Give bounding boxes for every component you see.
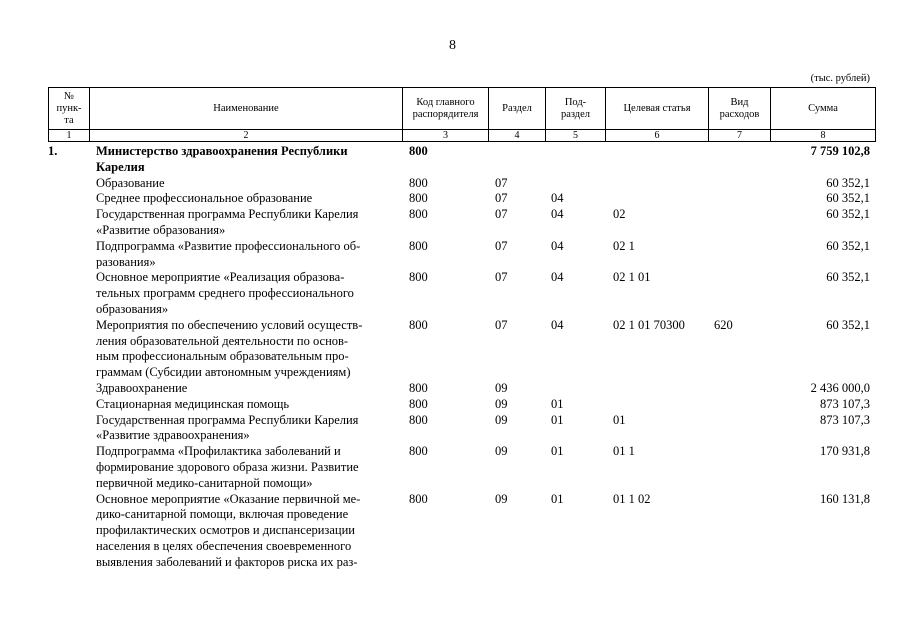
- col-number-label: 5: [573, 130, 578, 141]
- header-col-vid-line: расходов: [719, 108, 760, 120]
- row-name-line: граммам (Субсидии автономным учреждениям): [96, 365, 351, 380]
- col-number-label: 4: [514, 130, 520, 141]
- row-name-line: формирование здорового образа жизни. Развитие: [96, 459, 359, 474]
- row-name: [96, 381, 396, 397]
- row-name-line: Государственная программа Республики Карелия: [96, 412, 359, 427]
- row-name: [96, 318, 396, 381]
- row-name-line: разования»: [96, 254, 156, 269]
- row-kod: 800: [409, 396, 428, 411]
- row-podrazdel: 04: [551, 317, 564, 332]
- col-number-label: 3: [443, 130, 448, 141]
- header-vline: [875, 87, 876, 142]
- row-podrazdel: 04: [551, 207, 564, 222]
- row-razdel: 09: [495, 412, 508, 427]
- row-summa: 60 352,1: [826, 270, 870, 285]
- row-name-line: Министерство здравоохранения Республики: [96, 144, 348, 158]
- row-razdel: 07: [495, 270, 508, 285]
- col-number-label: 1: [66, 130, 72, 141]
- row-name-line: профилактических осмотров и диспансеризации: [96, 523, 355, 538]
- row-summa: 60 352,1: [826, 317, 870, 332]
- header-col-number: [49, 88, 89, 129]
- row-name-line: дико-санитарной помощи, включая проведение: [96, 507, 349, 522]
- row-kod: 800: [409, 444, 428, 459]
- row-name-line: населения в целях обеспечения своевременного: [96, 538, 352, 553]
- row-razdel: 07: [495, 191, 508, 206]
- row-name-line: Среднее профессиональное образование: [96, 191, 313, 206]
- row-name-line: выявления заболеваний и факторов риска их раз-: [96, 554, 358, 569]
- row-summa: 60 352,1: [826, 207, 870, 222]
- row-name-line: Государственная программа Республики Карелия: [96, 207, 359, 222]
- header-bottom-border: [48, 141, 876, 142]
- row-name-line: Здравоохранение: [96, 381, 188, 395]
- row-name-line: тельных программ среднего профессионального: [96, 286, 354, 301]
- row-razdel: 07: [495, 175, 508, 190]
- row-kod: 800: [409, 270, 428, 285]
- col-number-label: 2: [243, 130, 249, 141]
- row-vid: 620: [714, 317, 733, 332]
- row-kod: 800: [409, 207, 428, 222]
- header-col-razdel: Раздел: [502, 102, 532, 114]
- row-celevaya: 01 1: [613, 444, 635, 459]
- row-summa: 7 759 102,8: [810, 144, 870, 158]
- row-name-line: ным профессиональным образовательным про-: [96, 349, 349, 364]
- header-col-number-line: та: [64, 114, 74, 126]
- col-number-label: 6: [654, 130, 660, 141]
- header-col-kod-line: Код главного: [416, 96, 475, 108]
- header-col-celevaya: Целевая статья: [623, 102, 691, 114]
- row-name-line: Образование: [96, 175, 165, 190]
- row-podrazdel: 01: [551, 412, 564, 427]
- row-kod: 800: [409, 381, 428, 395]
- row-name: [96, 144, 396, 176]
- row-name-line: «Развитие здравоохранения»: [96, 428, 250, 443]
- row-podrazdel: 01: [551, 444, 564, 459]
- row-podrazdel: 04: [551, 270, 564, 285]
- row-name: [96, 239, 396, 271]
- row-razdel: 07: [495, 238, 508, 253]
- row-summa: 160 131,8: [820, 491, 870, 506]
- row-kod: 800: [409, 175, 428, 190]
- row-name-line: Подпрограмма «Развитие профессионального об-: [96, 238, 361, 253]
- row-name-line: Карелия: [96, 159, 145, 174]
- row-number: 1.: [48, 144, 58, 158]
- header-col-podrazdel-line: раздел: [560, 108, 591, 120]
- header-col-name: Наименование: [213, 102, 279, 114]
- row-kod: 800: [409, 317, 428, 332]
- row-celevaya: 02 1: [613, 238, 635, 253]
- row-name: [96, 492, 396, 571]
- row-celevaya: 01: [613, 412, 626, 427]
- row-razdel: 09: [495, 491, 508, 506]
- row-summa: 60 352,1: [826, 238, 870, 253]
- row-celevaya: 02 1 01: [613, 270, 651, 285]
- header-col-podrazdel: [546, 88, 605, 129]
- row-kod: 800: [409, 491, 428, 506]
- row-name: [96, 397, 396, 413]
- row-summa: 2 436 000,0: [810, 381, 870, 395]
- row-razdel: 09: [495, 381, 508, 395]
- header-col-vid: [709, 88, 770, 129]
- row-name-line: Основное мероприятие «Оказание первичной ме-: [96, 491, 361, 506]
- row-name: [96, 270, 396, 317]
- row-name-line: первичной медико-санитарной помощи»: [96, 475, 313, 490]
- header-col-summa: Сумма: [808, 102, 838, 114]
- row-podrazdel: 01: [551, 396, 564, 411]
- row-celevaya: 02: [613, 207, 626, 222]
- header-col-number-line: пунк-: [56, 102, 82, 114]
- row-podrazdel: 04: [551, 238, 564, 253]
- row-name: [96, 191, 396, 207]
- row-kod: 800: [409, 238, 428, 253]
- row-kod: 800: [409, 144, 428, 158]
- row-summa: 873 107,3: [820, 412, 870, 427]
- row-summa: 60 352,1: [826, 175, 870, 190]
- row-name: [96, 444, 396, 491]
- row-name: [96, 176, 396, 192]
- units-label: (тыс. рублей): [810, 73, 870, 84]
- row-name-line: «Развитие образования»: [96, 222, 226, 237]
- row-name: [96, 413, 396, 445]
- col-number-label: 8: [820, 130, 826, 141]
- row-name-line: Основное мероприятие «Реализация образова-: [96, 270, 345, 285]
- header-col-vid-line: Вид: [730, 96, 749, 108]
- row-podrazdel: 04: [551, 191, 564, 206]
- header-col-kod-line: распорядителя: [412, 108, 479, 120]
- page-number: 8: [449, 38, 456, 53]
- row-summa: 60 352,1: [826, 191, 870, 206]
- row-podrazdel: 01: [551, 491, 564, 506]
- row-celevaya: 02 1 01 70300: [613, 317, 685, 332]
- row-name-line: ления образовательной деятельности по основ-: [96, 333, 349, 348]
- row-name-line: Подпрограмма «Профилактика заболеваний и: [96, 444, 341, 459]
- row-kod: 800: [409, 412, 428, 427]
- row-razdel: 07: [495, 207, 508, 222]
- row-kod: 800: [409, 191, 428, 206]
- row-celevaya: 01 1 02: [613, 491, 651, 506]
- row-name-line: образования»: [96, 301, 169, 316]
- row-summa: 170 931,8: [820, 444, 870, 459]
- row-name: [96, 207, 396, 239]
- header-col-kod: [403, 88, 488, 129]
- header-col-number-line: №: [63, 90, 75, 102]
- col-number-label: 7: [737, 130, 742, 141]
- row-summa: 873 107,3: [820, 396, 870, 411]
- row-razdel: 07: [495, 317, 508, 332]
- row-razdel: 09: [495, 444, 508, 459]
- row-name-line: Стационарная медицинская помощь: [96, 396, 290, 411]
- row-name-line: Мероприятия по обеспечению условий осуществ-: [96, 317, 363, 332]
- row-razdel: 09: [495, 396, 508, 411]
- header-col-podrazdel-line: Под-: [564, 96, 587, 108]
